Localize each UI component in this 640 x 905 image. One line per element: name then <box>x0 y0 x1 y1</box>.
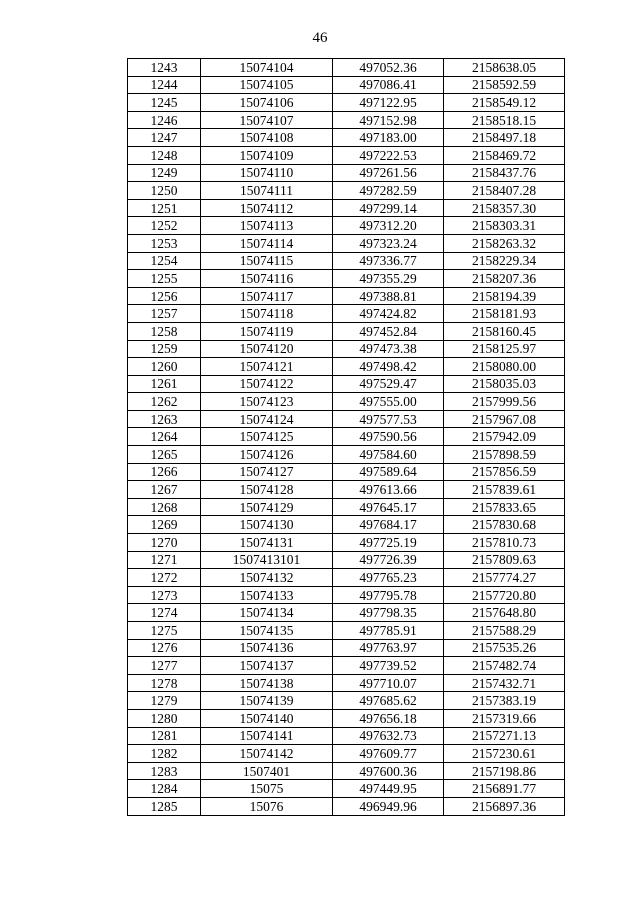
row-index-cell: 1261 <box>128 375 201 393</box>
y-coordinate-cell: 2157898.59 <box>444 446 565 464</box>
table-row <box>128 305 565 323</box>
row-index-cell: 1269 <box>128 516 201 534</box>
y-coordinate-cell: 2158194.39 <box>444 287 565 305</box>
table-row <box>128 234 565 252</box>
row-index-cell: 1243 <box>128 59 201 77</box>
table-row <box>128 199 565 217</box>
y-coordinate-cell: 2158407.28 <box>444 182 565 200</box>
x-coordinate-cell: 497424.82 <box>333 305 444 323</box>
x-coordinate-cell: 497600.36 <box>333 762 444 780</box>
y-coordinate-cell: 2156891.77 <box>444 780 565 798</box>
table-row <box>128 252 565 270</box>
y-coordinate-cell: 2157383.19 <box>444 692 565 710</box>
point-id-cell: 15074137 <box>201 657 333 675</box>
table-row <box>128 534 565 552</box>
row-index-cell: 1285 <box>128 797 201 815</box>
point-id-cell: 15074104 <box>201 59 333 77</box>
x-coordinate-cell: 497388.81 <box>333 287 444 305</box>
row-index-cell: 1278 <box>128 674 201 692</box>
point-id-cell: 15074125 <box>201 428 333 446</box>
table-row <box>128 393 565 411</box>
row-index-cell: 1283 <box>128 762 201 780</box>
point-id-cell: 15074134 <box>201 604 333 622</box>
x-coordinate-cell: 497449.95 <box>333 780 444 798</box>
x-coordinate-cell: 497656.18 <box>333 709 444 727</box>
point-id-cell: 15074119 <box>201 322 333 340</box>
y-coordinate-cell: 2157720.80 <box>444 586 565 604</box>
x-coordinate-cell: 497183.00 <box>333 129 444 147</box>
table-row <box>128 727 565 745</box>
point-id-cell: 15074109 <box>201 146 333 164</box>
y-coordinate-cell: 2157830.68 <box>444 516 565 534</box>
y-coordinate-cell: 2157774.27 <box>444 569 565 587</box>
y-coordinate-cell: 2157648.80 <box>444 604 565 622</box>
row-index-cell: 1274 <box>128 604 201 622</box>
x-coordinate-cell: 497052.36 <box>333 59 444 77</box>
x-coordinate-cell: 497590.56 <box>333 428 444 446</box>
row-index-cell: 1277 <box>128 657 201 675</box>
y-coordinate-cell: 2158549.12 <box>444 94 565 112</box>
row-index-cell: 1282 <box>128 745 201 763</box>
point-id-cell: 15074114 <box>201 234 333 252</box>
table-row <box>128 498 565 516</box>
y-coordinate-cell: 2157967.08 <box>444 410 565 428</box>
table-row <box>128 358 565 376</box>
x-coordinate-cell: 497336.77 <box>333 252 444 270</box>
y-coordinate-cell: 2158518.15 <box>444 111 565 129</box>
x-coordinate-cell: 497086.41 <box>333 76 444 94</box>
table-row <box>128 375 565 393</box>
x-coordinate-cell: 497765.23 <box>333 569 444 587</box>
x-coordinate-cell: 497739.52 <box>333 657 444 675</box>
row-index-cell: 1263 <box>128 410 201 428</box>
y-coordinate-cell: 2157588.29 <box>444 622 565 640</box>
y-coordinate-cell: 2157810.73 <box>444 534 565 552</box>
table-row <box>128 762 565 780</box>
point-id-cell: 15074116 <box>201 270 333 288</box>
y-coordinate-cell: 2158357.30 <box>444 199 565 217</box>
y-coordinate-cell: 2157319.66 <box>444 709 565 727</box>
x-coordinate-cell: 497355.29 <box>333 270 444 288</box>
y-coordinate-cell: 2158125.97 <box>444 340 565 358</box>
point-id-cell: 1507413101 <box>201 551 333 569</box>
point-id-cell: 15074133 <box>201 586 333 604</box>
row-index-cell: 1272 <box>128 569 201 587</box>
x-coordinate-cell: 497632.73 <box>333 727 444 745</box>
y-coordinate-cell: 2157271.13 <box>444 727 565 745</box>
row-index-cell: 1271 <box>128 551 201 569</box>
table-row <box>128 146 565 164</box>
x-coordinate-cell: 497555.00 <box>333 393 444 411</box>
y-coordinate-cell: 2157230.61 <box>444 745 565 763</box>
point-id-cell: 15074126 <box>201 446 333 464</box>
row-index-cell: 1273 <box>128 586 201 604</box>
point-id-cell: 15074131 <box>201 534 333 552</box>
x-coordinate-cell: 496949.96 <box>333 797 444 815</box>
x-coordinate-cell: 497312.20 <box>333 217 444 235</box>
row-index-cell: 1268 <box>128 498 201 516</box>
row-index-cell: 1275 <box>128 622 201 640</box>
y-coordinate-cell: 2157535.26 <box>444 639 565 657</box>
row-index-cell: 1256 <box>128 287 201 305</box>
page-number: 46 <box>312 30 328 46</box>
table-row <box>128 569 565 587</box>
table-row <box>128 516 565 534</box>
x-coordinate-cell: 497122.95 <box>333 94 444 112</box>
point-id-cell: 15074124 <box>201 410 333 428</box>
row-index-cell: 1254 <box>128 252 201 270</box>
y-coordinate-cell: 2157942.09 <box>444 428 565 446</box>
row-index-cell: 1258 <box>128 322 201 340</box>
row-index-cell: 1252 <box>128 217 201 235</box>
row-index-cell: 1265 <box>128 446 201 464</box>
y-coordinate-cell: 2158207.36 <box>444 270 565 288</box>
row-index-cell: 1284 <box>128 780 201 798</box>
table-row <box>128 780 565 798</box>
x-coordinate-cell: 497685.62 <box>333 692 444 710</box>
x-coordinate-cell: 497609.77 <box>333 745 444 763</box>
y-coordinate-cell: 2158469.72 <box>444 146 565 164</box>
table-row <box>128 674 565 692</box>
x-coordinate-cell: 497498.42 <box>333 358 444 376</box>
table-row <box>128 657 565 675</box>
table-row <box>128 481 565 499</box>
x-coordinate-cell: 497323.24 <box>333 234 444 252</box>
table-row <box>128 639 565 657</box>
point-id-cell: 15076 <box>201 797 333 815</box>
point-id-cell: 15074141 <box>201 727 333 745</box>
y-coordinate-cell: 2158160.45 <box>444 322 565 340</box>
x-coordinate-cell: 497763.97 <box>333 639 444 657</box>
y-coordinate-cell: 2158638.05 <box>444 59 565 77</box>
point-id-cell: 15074140 <box>201 709 333 727</box>
table-row <box>128 428 565 446</box>
row-index-cell: 1250 <box>128 182 201 200</box>
table-row <box>128 322 565 340</box>
table-row <box>128 270 565 288</box>
point-id-cell: 15074139 <box>201 692 333 710</box>
y-coordinate-cell: 2157482.74 <box>444 657 565 675</box>
x-coordinate-cell: 497785.91 <box>333 622 444 640</box>
row-index-cell: 1253 <box>128 234 201 252</box>
point-id-cell: 15074123 <box>201 393 333 411</box>
row-index-cell: 1245 <box>128 94 201 112</box>
table-row <box>128 604 565 622</box>
x-coordinate-cell: 497795.78 <box>333 586 444 604</box>
x-coordinate-cell: 497577.53 <box>333 410 444 428</box>
y-coordinate-cell: 2158080.00 <box>444 358 565 376</box>
point-id-cell: 15074127 <box>201 463 333 481</box>
x-coordinate-cell: 497299.14 <box>333 199 444 217</box>
table-row <box>128 111 565 129</box>
point-id-cell: 15074112 <box>201 199 333 217</box>
row-index-cell: 1248 <box>128 146 201 164</box>
coordinates-table <box>127 58 565 816</box>
table-row <box>128 410 565 428</box>
coordinates-table-body <box>128 59 565 816</box>
table-row <box>128 217 565 235</box>
row-index-cell: 1281 <box>128 727 201 745</box>
x-coordinate-cell: 497798.35 <box>333 604 444 622</box>
table-row <box>128 745 565 763</box>
table-row <box>128 287 565 305</box>
row-index-cell: 1251 <box>128 199 201 217</box>
point-id-cell: 15074105 <box>201 76 333 94</box>
y-coordinate-cell: 2157999.56 <box>444 393 565 411</box>
row-index-cell: 1267 <box>128 481 201 499</box>
table-row <box>128 692 565 710</box>
y-coordinate-cell: 2156897.36 <box>444 797 565 815</box>
x-coordinate-cell: 497452.84 <box>333 322 444 340</box>
y-coordinate-cell: 2158035.03 <box>444 375 565 393</box>
point-id-cell: 15074113 <box>201 217 333 235</box>
y-coordinate-cell: 2158497.18 <box>444 129 565 147</box>
y-coordinate-cell: 2157856.59 <box>444 463 565 481</box>
x-coordinate-cell: 497152.98 <box>333 111 444 129</box>
point-id-cell: 15074110 <box>201 164 333 182</box>
point-id-cell: 15074117 <box>201 287 333 305</box>
point-id-cell: 15074108 <box>201 129 333 147</box>
point-id-cell: 15074111 <box>201 182 333 200</box>
point-id-cell: 15074120 <box>201 340 333 358</box>
y-coordinate-cell: 2158303.31 <box>444 217 565 235</box>
table-row <box>128 340 565 358</box>
x-coordinate-cell: 497222.53 <box>333 146 444 164</box>
table-row <box>128 76 565 94</box>
point-id-cell: 15074115 <box>201 252 333 270</box>
y-coordinate-cell: 2157198.86 <box>444 762 565 780</box>
row-index-cell: 1264 <box>128 428 201 446</box>
point-id-cell: 15074129 <box>201 498 333 516</box>
y-coordinate-cell: 2157833.65 <box>444 498 565 516</box>
table-row <box>128 586 565 604</box>
point-id-cell: 15074118 <box>201 305 333 323</box>
x-coordinate-cell: 497473.38 <box>333 340 444 358</box>
x-coordinate-cell: 497282.59 <box>333 182 444 200</box>
x-coordinate-cell: 497725.19 <box>333 534 444 552</box>
table-row <box>128 182 565 200</box>
y-coordinate-cell: 2157809.63 <box>444 551 565 569</box>
x-coordinate-cell: 497261.56 <box>333 164 444 182</box>
point-id-cell: 15074142 <box>201 745 333 763</box>
point-id-cell: 15074135 <box>201 622 333 640</box>
table-row <box>128 129 565 147</box>
row-index-cell: 1270 <box>128 534 201 552</box>
table-row <box>128 709 565 727</box>
row-index-cell: 1249 <box>128 164 201 182</box>
point-id-cell: 15074132 <box>201 569 333 587</box>
row-index-cell: 1280 <box>128 709 201 727</box>
table-row <box>128 463 565 481</box>
row-index-cell: 1246 <box>128 111 201 129</box>
x-coordinate-cell: 497710.07 <box>333 674 444 692</box>
table-row <box>128 622 565 640</box>
row-index-cell: 1259 <box>128 340 201 358</box>
x-coordinate-cell: 497529.47 <box>333 375 444 393</box>
point-id-cell: 15074138 <box>201 674 333 692</box>
y-coordinate-cell: 2158229.34 <box>444 252 565 270</box>
row-index-cell: 1247 <box>128 129 201 147</box>
row-index-cell: 1262 <box>128 393 201 411</box>
point-id-cell: 15074106 <box>201 94 333 112</box>
row-index-cell: 1257 <box>128 305 201 323</box>
table-row <box>128 446 565 464</box>
y-coordinate-cell: 2158437.76 <box>444 164 565 182</box>
point-id-cell: 15074130 <box>201 516 333 534</box>
x-coordinate-cell: 497613.66 <box>333 481 444 499</box>
x-coordinate-cell: 497584.60 <box>333 446 444 464</box>
point-id-cell: 15074121 <box>201 358 333 376</box>
y-coordinate-cell: 2158592.59 <box>444 76 565 94</box>
x-coordinate-cell: 497726.39 <box>333 551 444 569</box>
point-id-cell: 15074122 <box>201 375 333 393</box>
row-index-cell: 1266 <box>128 463 201 481</box>
row-index-cell: 1260 <box>128 358 201 376</box>
y-coordinate-cell: 2158181.93 <box>444 305 565 323</box>
y-coordinate-cell: 2158263.32 <box>444 234 565 252</box>
row-index-cell: 1244 <box>128 76 201 94</box>
row-index-cell: 1276 <box>128 639 201 657</box>
point-id-cell: 15075 <box>201 780 333 798</box>
x-coordinate-cell: 497684.17 <box>333 516 444 534</box>
x-coordinate-cell: 497589.64 <box>333 463 444 481</box>
table-row <box>128 59 565 77</box>
x-coordinate-cell: 497645.17 <box>333 498 444 516</box>
point-id-cell: 1507401 <box>201 762 333 780</box>
point-id-cell: 15074136 <box>201 639 333 657</box>
point-id-cell: 15074128 <box>201 481 333 499</box>
y-coordinate-cell: 2157839.61 <box>444 481 565 499</box>
row-index-cell: 1279 <box>128 692 201 710</box>
table-row <box>128 94 565 112</box>
point-id-cell: 15074107 <box>201 111 333 129</box>
row-index-cell: 1255 <box>128 270 201 288</box>
table-row <box>128 164 565 182</box>
table-row <box>128 797 565 815</box>
y-coordinate-cell: 2157432.71 <box>444 674 565 692</box>
table-row <box>128 551 565 569</box>
